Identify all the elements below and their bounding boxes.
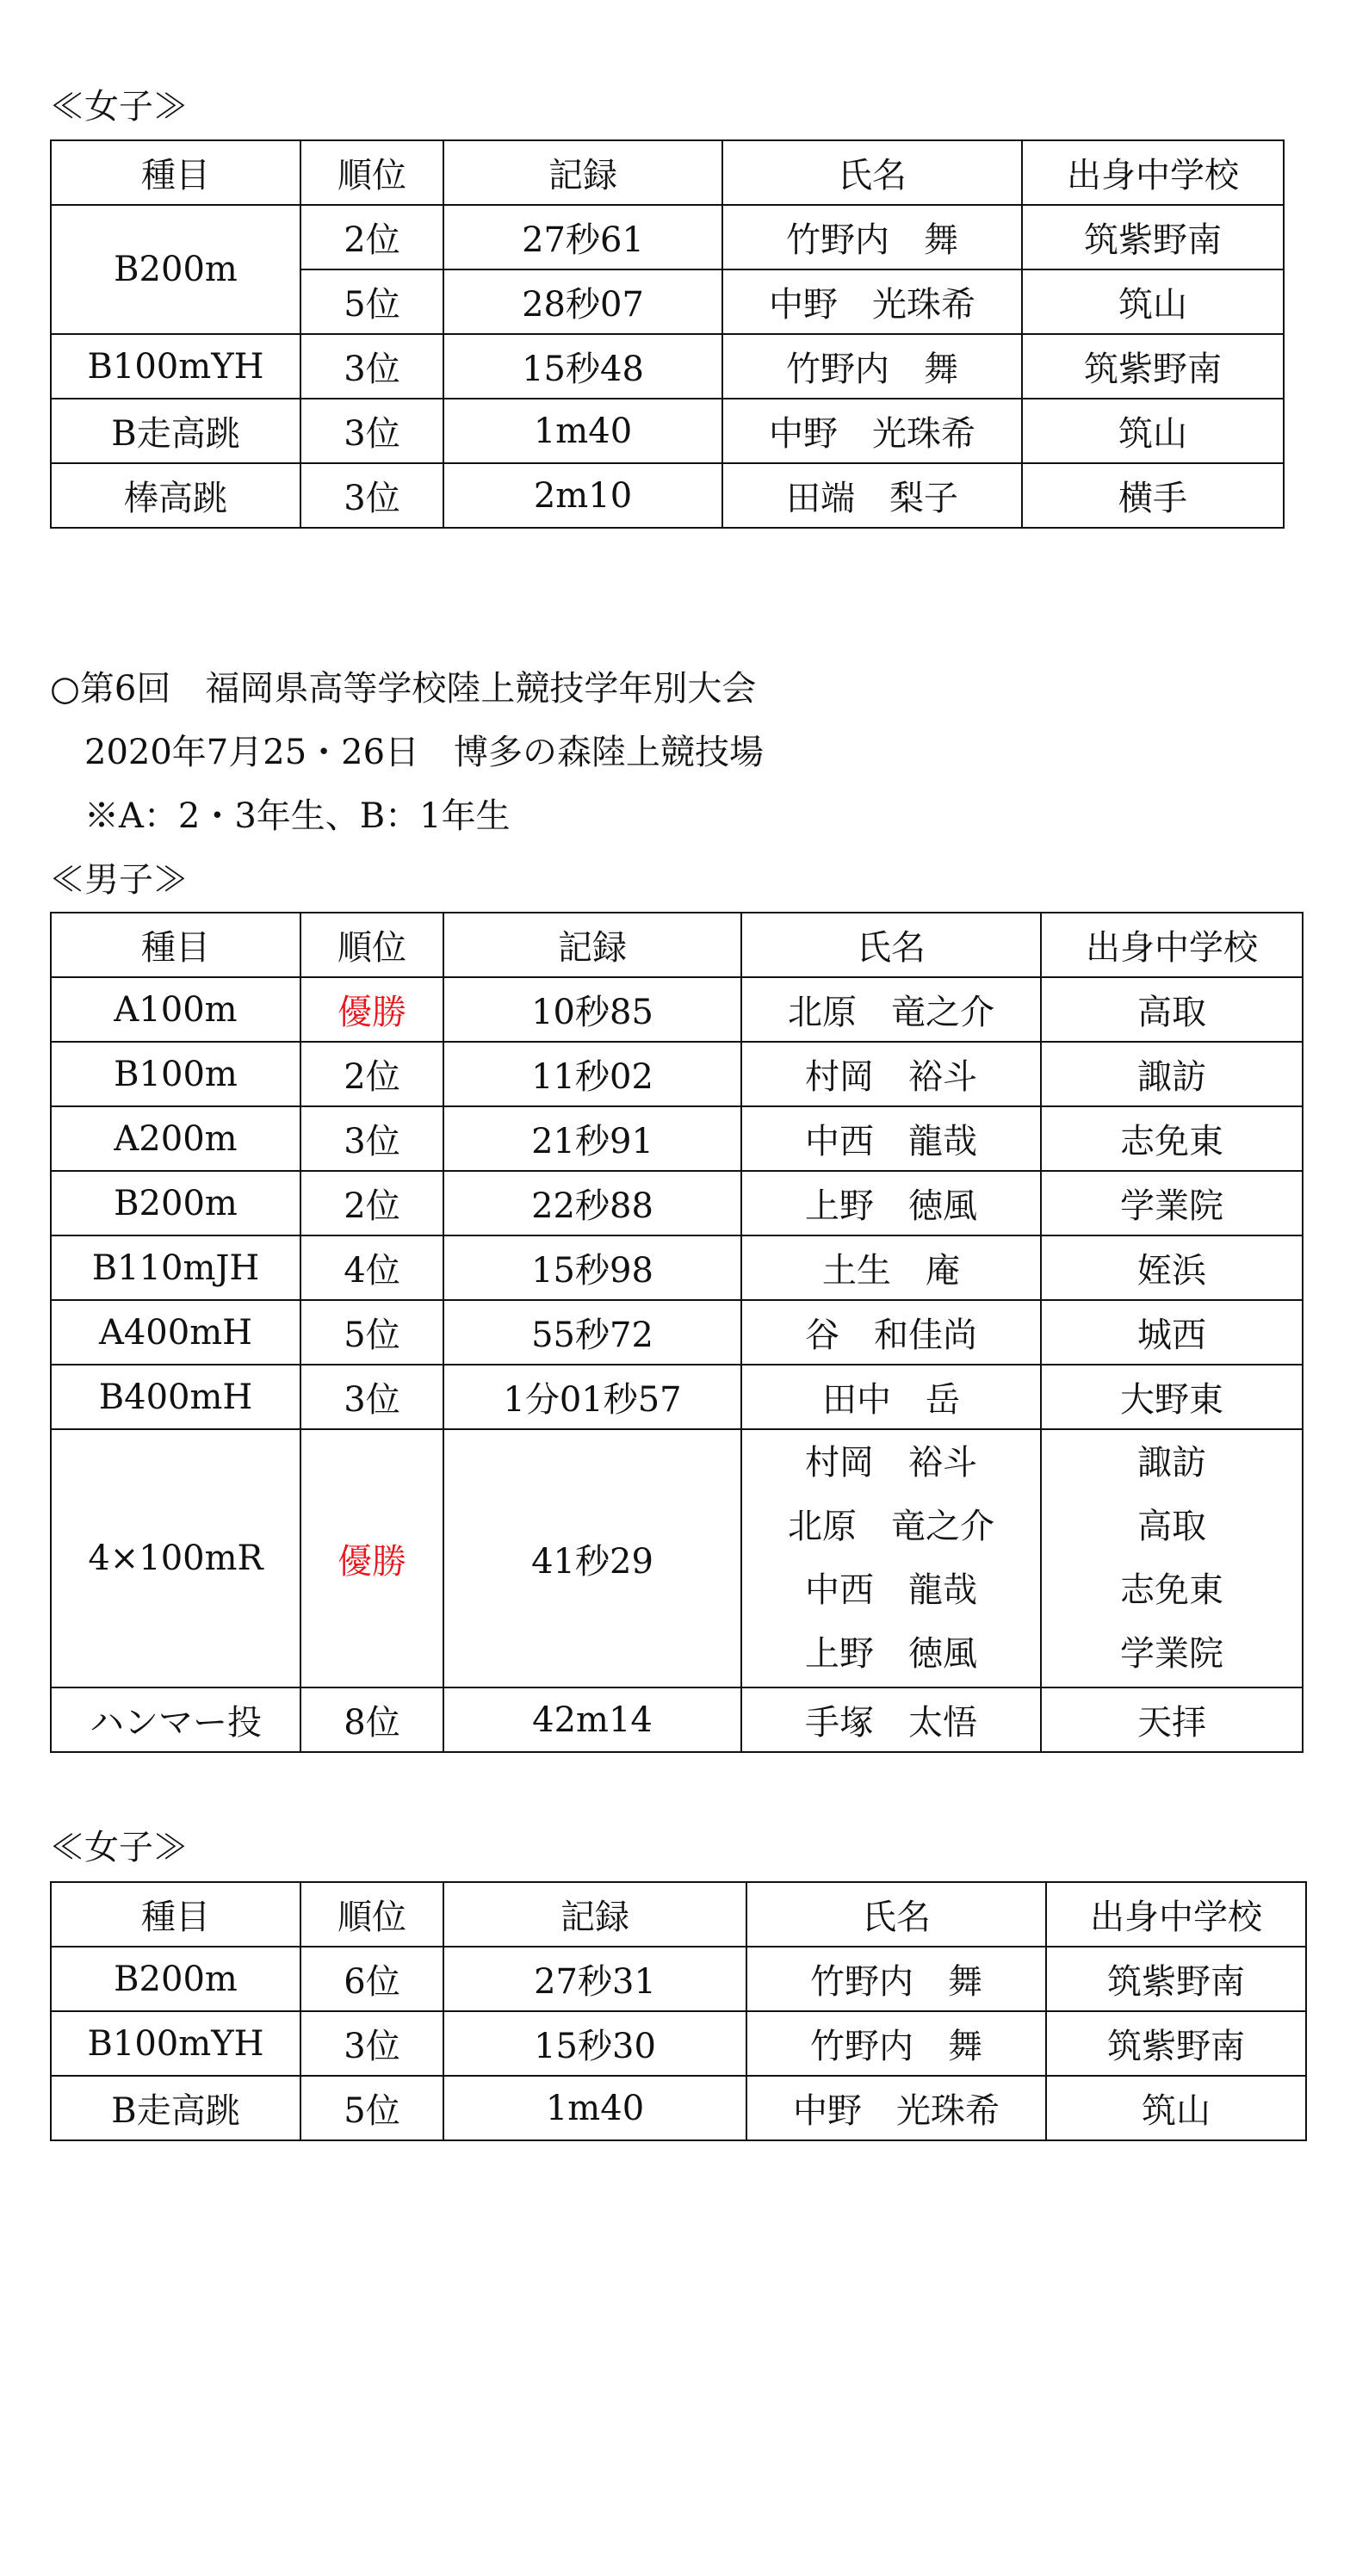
record-cell: 1m40 [443,399,722,463]
header-record: 記録 [443,1882,746,1947]
rank-cell: 6位 [300,1947,443,2011]
rank-cell: 3位 [300,463,443,528]
event-cell: B100m [51,1042,300,1106]
school-cell: 志免東 [1041,1106,1303,1171]
record-cell: 2m10 [443,463,722,528]
relay-schools-cell [1041,1429,1303,1687]
rank-cell: 2位 [300,1042,443,1106]
meet-title: ○第6回 福岡県高等学校陸上競技学年別大会 [50,669,757,709]
event-cell: ハンマー投 [51,1687,300,1752]
table-row [51,1947,1306,2011]
women-results-table [50,139,1285,529]
school-cell: 高取 [1041,977,1303,1042]
record-cell: 15秒98 [443,1235,741,1300]
header-event: 種目 [51,1882,300,1947]
header-rank: 順位 [300,913,443,977]
record-cell: 10秒85 [443,977,741,1042]
athlete-cell: 田端 梨子 [722,463,1022,528]
athlete-cell: 竹野内 舞 [746,1947,1046,2011]
table-row [51,1171,1303,1235]
event-cell: A400mH [51,1300,300,1365]
rank-cell: 2位 [300,205,443,269]
table-row [51,2076,1306,2140]
event-cell: B200m [51,1171,300,1235]
event-cell: A200m [51,1106,300,1171]
women2-results-table [50,1881,1307,2141]
record-cell: 1m40 [443,2076,746,2140]
athlete-cell: 中野 光珠希 [722,269,1022,334]
athlete-cell: 中野 光珠希 [746,2076,1046,2140]
rank-cell: 5位 [300,2076,443,2140]
table-row [51,205,1284,269]
school-cell: 筑紫野南 [1046,1947,1306,2011]
meet-date-venue: 2020年7月25・26日 博多の森陸上競技場 [50,733,765,772]
record-cell: 27秒31 [443,1947,746,2011]
school-cell: 筑山 [1022,269,1284,334]
school-cell: 筑紫野南 [1046,2011,1306,2076]
table-header-row [51,140,1284,205]
school-cell: 大野東 [1041,1365,1303,1429]
athlete-cell: 土生 庵 [741,1235,1041,1300]
school-cell: 城西 [1041,1300,1303,1365]
header-school: 出身中学校 [1046,1882,1306,1947]
record-cell: 15秒48 [443,334,722,399]
athlete-cell: 上野 徳風 [741,1171,1041,1235]
record-cell: 22秒88 [443,1171,741,1235]
header-event: 種目 [51,140,300,205]
school-cell: 筑山 [1046,2076,1306,2140]
relay-athlete: 北原 竜之介 [788,1507,994,1546]
athlete-cell: 中野 光珠希 [722,399,1022,463]
event-cell: A100m [51,977,300,1042]
event-cell: B100mYH [51,2011,300,2076]
athlete-cell: 北原 竜之介 [741,977,1041,1042]
relay-school: 諏訪 [1137,1443,1206,1483]
record-cell: 11秒02 [443,1042,741,1106]
rank-cell-winner: 優勝 [300,1429,443,1687]
event-cell: B400mH [51,1365,300,1429]
rank-cell-winner: 優勝 [300,977,443,1042]
relay-school: 志免東 [1120,1570,1223,1610]
women2-heading: ≪女子≫ [50,1828,188,1867]
school-cell: 筑紫野南 [1022,334,1284,399]
men-heading: ≪男子≫ [50,860,188,900]
table-header-row [51,1882,1306,1947]
table-row [51,1106,1303,1171]
school-cell: 筑山 [1022,399,1284,463]
athlete-cell: 田中 岳 [741,1365,1041,1429]
table-row [51,463,1284,528]
athlete-cell: 村岡 裕斗 [741,1042,1041,1106]
event-cell: 4×100mR [51,1429,300,1687]
event-cell: B200m [51,1947,300,2011]
relay-school: 学業院 [1120,1634,1223,1674]
header-name: 氏名 [741,913,1041,977]
relay-school: 高取 [1137,1507,1206,1546]
relay-row [51,1429,1303,1687]
rank-cell: 8位 [300,1687,443,1752]
school-cell: 横手 [1022,463,1284,528]
table-row [51,977,1303,1042]
athlete-cell: 中西 龍哉 [741,1106,1041,1171]
athlete-cell: 竹野内 舞 [722,205,1022,269]
header-record: 記録 [443,140,722,205]
relay-athletes-cell [741,1429,1041,1687]
table-row [51,399,1284,463]
school-cell: 姪浜 [1041,1235,1303,1300]
school-cell: 天拝 [1041,1687,1303,1752]
event-cell: B110mJH [51,1235,300,1300]
event-cell: 棒高跳 [51,463,300,528]
header-rank: 順位 [300,1882,443,1947]
header-event: 種目 [51,913,300,977]
event-cell: B200m [51,205,300,334]
meet-grade-note: ※A：2・3年生、B：1年生 [50,796,511,836]
event-cell: B走高跳 [51,2076,300,2140]
header-record: 記録 [443,913,741,977]
athlete-cell: 手塚 太悟 [741,1687,1041,1752]
school-cell: 諏訪 [1041,1042,1303,1106]
table-row [51,2011,1306,2076]
record-cell: 21秒91 [443,1106,741,1171]
relay-athlete: 中西 龍哉 [805,1570,977,1610]
record-cell: 55秒72 [443,1300,741,1365]
table-row [51,334,1284,399]
header-school: 出身中学校 [1041,913,1303,977]
header-rank: 順位 [300,140,443,205]
rank-cell: 4位 [300,1235,443,1300]
relay-athlete: 村岡 裕斗 [805,1443,977,1483]
rank-cell: 3位 [300,1365,443,1429]
table-header-row [51,913,1303,977]
school-cell: 筑紫野南 [1022,205,1284,269]
record-cell: 1分01秒57 [443,1365,741,1429]
men-results-table [50,912,1304,1753]
school-cell: 学業院 [1041,1171,1303,1235]
table-row [51,1365,1303,1429]
rank-cell: 5位 [300,269,443,334]
rank-cell: 3位 [300,1106,443,1171]
header-school: 出身中学校 [1022,140,1284,205]
rank-cell: 5位 [300,1300,443,1365]
athlete-cell: 谷 和佳尚 [741,1300,1041,1365]
event-cell: B走高跳 [51,399,300,463]
rank-cell: 3位 [300,2011,443,2076]
athlete-cell: 竹野内 舞 [746,2011,1046,2076]
relay-athlete: 上野 徳風 [805,1634,977,1674]
table-row [51,1687,1303,1752]
record-cell: 28秒07 [443,269,722,334]
rank-cell: 2位 [300,1171,443,1235]
record-cell: 15秒30 [443,2011,746,2076]
record-cell: 42m14 [443,1687,741,1752]
rank-cell: 3位 [300,399,443,463]
record-cell: 27秒61 [443,205,722,269]
table-row [51,1300,1303,1365]
header-name: 氏名 [722,140,1022,205]
women-heading: ≪女子≫ [50,87,188,127]
record-cell: 41秒29 [443,1429,741,1687]
rank-cell: 3位 [300,334,443,399]
athlete-cell: 竹野内 舞 [722,334,1022,399]
table-row [51,1235,1303,1300]
table-row [51,1042,1303,1106]
header-name: 氏名 [746,1882,1046,1947]
event-cell: B100mYH [51,334,300,399]
